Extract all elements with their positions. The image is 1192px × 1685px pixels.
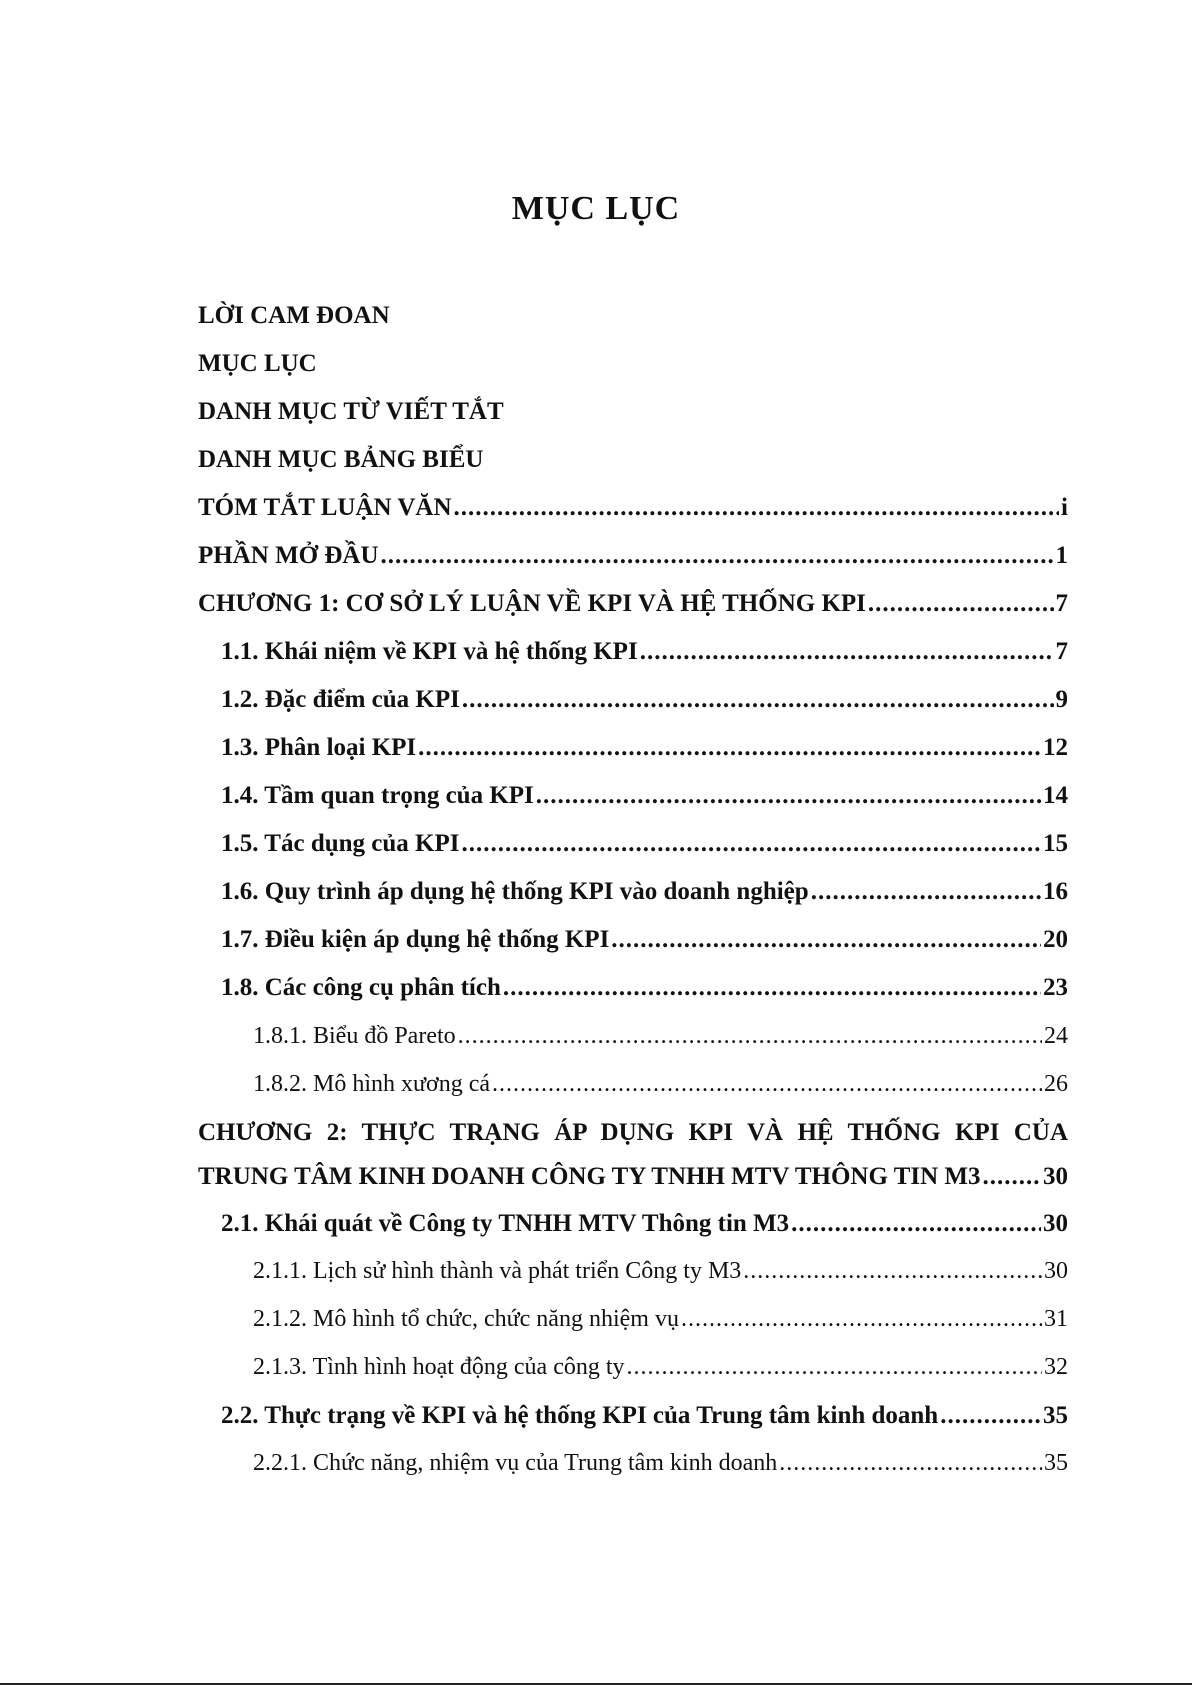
- toc-entry-page: i: [1061, 494, 1068, 521]
- dot-leader: [492, 1072, 1042, 1096]
- toc-entry-label: DANH MỤC TỪ VIẾT TẮT: [198, 398, 504, 425]
- toc-entry-label: CHƯƠNG 1: CƠ SỞ LÝ LUẬN VỀ KPI VÀ HỆ THỐNG KPI: [198, 590, 866, 617]
- toc-entry-label-line1: CHƯƠNG 2: THỰC TRẠNG ÁP DỤNG KPI VÀ HỆ THỐNG KPI CỦA: [198, 1119, 1068, 1146]
- dot-leader: [611, 927, 1041, 952]
- toc-entry-label: 1.2. Đặc điểm của KPI: [221, 686, 460, 713]
- toc-entry[interactable]: [198, 447, 1068, 472]
- toc-entry[interactable]: [198, 495, 1068, 520]
- toc-entry-page: 23: [1043, 974, 1068, 1001]
- toc-entry-page: 20: [1043, 926, 1068, 953]
- toc-entry[interactable]: [221, 639, 1068, 664]
- dot-leader: [791, 1211, 1041, 1236]
- toc-entry-page: 1: [1055, 542, 1068, 569]
- toc-entry-label: 1.8. Các công cụ phân tích: [221, 974, 501, 1001]
- dot-leader: [983, 1164, 1042, 1189]
- dot-leader: [868, 591, 1054, 616]
- toc-entry[interactable]: [198, 591, 1068, 616]
- toc-entry[interactable]: [221, 879, 1068, 904]
- toc-entry-label: 1.1. Khái niệm về KPI và hệ thống KPI: [221, 638, 638, 665]
- toc-entry[interactable]: [221, 1211, 1068, 1236]
- dot-leader: [779, 1451, 1042, 1475]
- toc-entry-label: 1.7. Điều kiện áp dụng hệ thống KPI: [221, 926, 610, 953]
- toc-entry-page: 35: [1043, 1402, 1068, 1429]
- toc-entry-label: TÓM TẮT LUẬN VĂN: [198, 494, 452, 521]
- toc-entry[interactable]: [198, 543, 1068, 568]
- toc-entry-page: 14: [1043, 782, 1068, 809]
- toc-entry[interactable]: [198, 303, 1068, 328]
- dot-leader: [461, 831, 1041, 856]
- toc-entry-label: TRUNG TÂM KINH DOANH CÔNG TY TNHH MTV THÔNG TIN M3: [198, 1163, 981, 1190]
- dot-leader: [381, 543, 1054, 568]
- toc-entry-label: 2.2. Thực trạng về KPI và hệ thống KPI của Trung tâm kinh doanh: [221, 1402, 939, 1429]
- toc-entry-label: 2.1. Khái quát về Công ty TNHH MTV Thông tin M3: [221, 1210, 790, 1237]
- toc-entry-page: 15: [1043, 830, 1068, 857]
- dot-leader: [458, 1024, 1042, 1048]
- toc-entry-page: 31: [1044, 1306, 1068, 1332]
- dot-leader: [536, 783, 1041, 808]
- toc-entry-label: 2.2.1. Chức năng, nhiệm vụ của Trung tâm kinh doanh: [253, 1450, 778, 1476]
- toc-entry[interactable]: [198, 1120, 1068, 1189]
- toc-entry-page: 35: [1044, 1450, 1068, 1476]
- dot-leader: [940, 1403, 1041, 1428]
- dot-leader: [640, 639, 1054, 664]
- toc-entry-label: 1.4. Tầm quan trọng của KPI: [221, 782, 534, 809]
- toc-entry-page: 30: [1044, 1258, 1068, 1284]
- dot-leader: [811, 879, 1041, 904]
- toc-entry[interactable]: [253, 1355, 1068, 1379]
- toc-entry-label: 2.1.1. Lịch sử hình thành và phát triển Công ty M3: [253, 1258, 742, 1284]
- dot-leader: [462, 687, 1054, 712]
- toc-entry[interactable]: [198, 399, 1068, 424]
- toc-entry[interactable]: [221, 831, 1068, 856]
- toc-entry[interactable]: [221, 735, 1068, 760]
- toc-entry[interactable]: [221, 927, 1068, 952]
- toc-entry-page: 30: [1043, 1163, 1068, 1190]
- toc-entry-page: 7: [1055, 638, 1068, 665]
- toc-entry-label: 1.5. Tác dụng của KPI: [221, 830, 460, 857]
- toc-entry-label: LỜI CAM ĐOAN: [198, 302, 390, 329]
- toc-entry-page: 26: [1044, 1071, 1068, 1097]
- toc-entry-page: 7: [1055, 590, 1068, 617]
- toc-entry-page: 30: [1043, 1210, 1068, 1237]
- dot-leader: [743, 1259, 1042, 1283]
- toc-entry[interactable]: [253, 1072, 1068, 1096]
- toc-entry-label: MỤC LỤC: [198, 350, 317, 377]
- toc-entry[interactable]: [221, 687, 1068, 712]
- toc-entry-label: 2.1.3. Tình hình hoạt động của công ty: [253, 1354, 625, 1380]
- dot-leader: [454, 495, 1060, 520]
- toc-entry-label: 2.1.2. Mô hình tổ chức, chức năng nhiệm vụ: [253, 1306, 679, 1332]
- toc-entry-label: 1.8.2. Mô hình xương cá: [253, 1071, 491, 1097]
- dot-leader: [681, 1307, 1042, 1331]
- toc-entry[interactable]: [253, 1024, 1068, 1048]
- toc-entry[interactable]: [198, 351, 1068, 376]
- toc-entry[interactable]: [221, 1403, 1068, 1428]
- toc-entry-label: PHẦN MỞ ĐẦU: [198, 542, 379, 569]
- toc-entry[interactable]: [221, 783, 1068, 808]
- dot-leader: [627, 1355, 1042, 1379]
- dot-leader: [503, 975, 1041, 1000]
- toc-entry[interactable]: [253, 1259, 1068, 1283]
- toc-entry-page: 16: [1043, 878, 1068, 905]
- toc-entry-label: 1.3. Phân loại KPI: [221, 734, 417, 761]
- toc-entry[interactable]: [253, 1451, 1068, 1475]
- toc-entry-page: 24: [1044, 1023, 1068, 1049]
- toc-entry-label: 1.6. Quy trình áp dụng hệ thống KPI vào doanh nghiệp: [221, 878, 809, 905]
- toc-entry-page: 12: [1043, 734, 1068, 761]
- toc-entry-page: 32: [1044, 1354, 1068, 1380]
- toc-entry-page: 9: [1055, 686, 1068, 713]
- toc-entry[interactable]: [253, 1307, 1068, 1331]
- toc-entry-label: 1.8.1. Biểu đồ Pareto: [253, 1023, 456, 1049]
- toc-entry[interactable]: [221, 975, 1068, 1000]
- dot-leader: [418, 735, 1041, 760]
- toc-entry-label: DANH MỤC BẢNG BIỂU: [198, 446, 484, 473]
- page-title: MỤC LỤC: [511, 190, 681, 227]
